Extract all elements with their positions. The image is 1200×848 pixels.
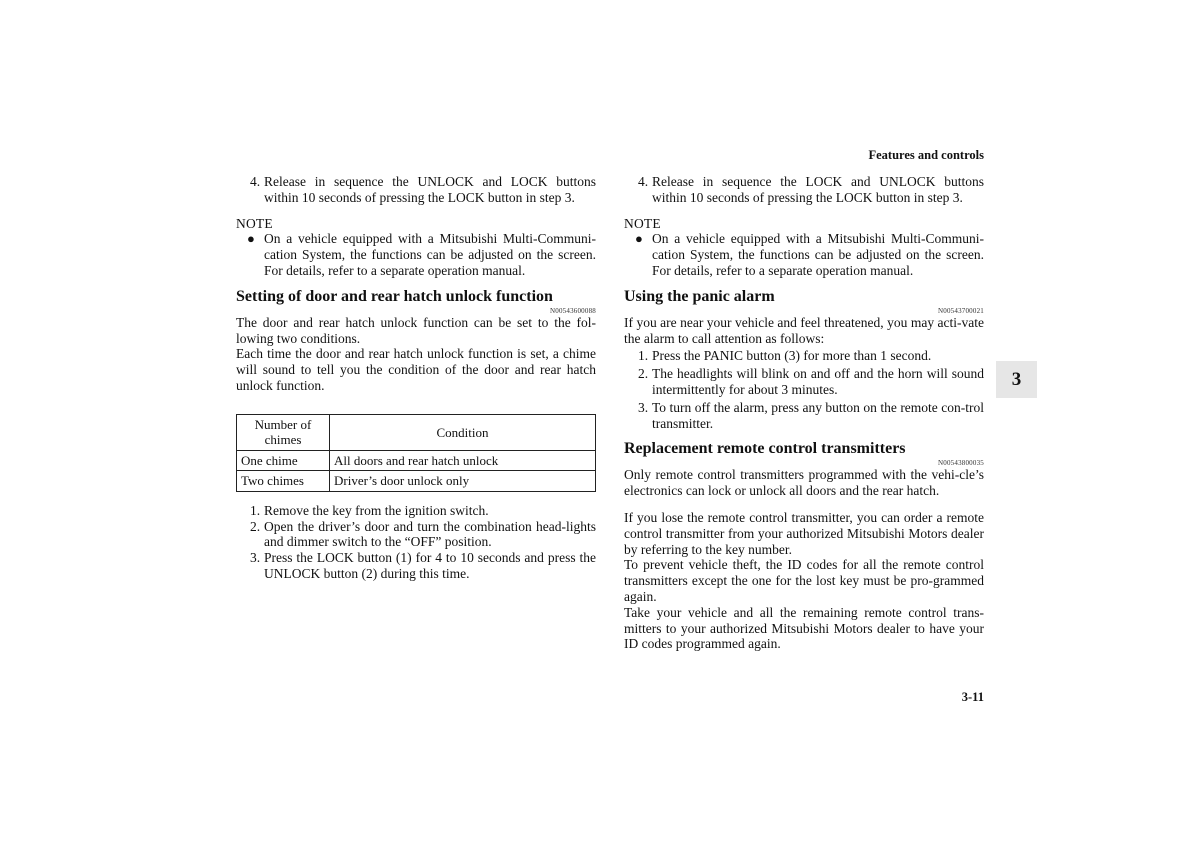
step-item	[236, 550, 596, 582]
table-cell: Driver’s door unlock only	[330, 471, 596, 492]
table-cell: Two chimes	[237, 471, 330, 492]
note-label: NOTE	[624, 215, 661, 231]
step-item	[624, 174, 984, 206]
section-heading: Using the panic alarm	[624, 287, 775, 305]
table-cell: One chime	[237, 450, 330, 471]
step-number: 4.	[638, 174, 649, 189]
paragraph: If you are near your vehicle and feel threatened, you may acti-vate the alarm to call attention as follows:	[624, 314, 984, 346]
step-number: 1.	[250, 502, 261, 518]
paragraph: Each time the door and rear hatch unlock function is set, a chime will sound to tell you the condition of the door and rear hatch unlock function.	[236, 346, 596, 393]
step-item	[624, 366, 984, 398]
step-number: 3.	[250, 550, 261, 566]
step-text: The headlights will blink on and off and the horn will sound intermittently for about 3 minutes.	[652, 366, 984, 397]
step-item	[236, 174, 596, 206]
step-item	[624, 400, 984, 432]
chime-table	[236, 414, 596, 492]
section-heading: Setting of door and rear hatch unlock function	[236, 287, 553, 305]
step-item	[236, 519, 596, 551]
table-row	[237, 450, 596, 471]
chapter-tab: 3	[996, 361, 1037, 398]
note-text: On a vehicle equipped with a Mitsubishi Multi-Communi-cation System, the functions can be adjusted on the screen. For details, refer to a separate operation manual.	[264, 231, 596, 278]
bullet-icon: ●	[635, 231, 643, 247]
paragraph: Only remote control transmitters programmed with the vehi-cle’s electronics can lock or unlock all doors and the rear hatch.	[624, 467, 984, 499]
step-text: Press the LOCK button (1) for 4 to 10 seconds and press the UNLOCK button (2) during this time.	[264, 550, 596, 581]
doc-code: N00543700021	[938, 306, 984, 315]
step-item	[236, 503, 596, 519]
paragraph: The door and rear hatch unlock function can be set to the fol-lowing two conditions.	[236, 314, 596, 346]
section-header: Features and controls	[868, 148, 984, 162]
paragraph: If you lose the remote control transmitter, you can order a remote control transmitter from your authorized Mitsubishi Motors dealer by referring to the key number.	[624, 509, 984, 557]
step-text: Release in sequence the UNLOCK and LOCK buttons within 10 seconds of pressing the LOCK button in step 3.	[264, 174, 596, 205]
step-number: 3.	[638, 399, 649, 415]
step-number: 1.	[638, 348, 649, 364]
note-text: On a vehicle equipped with a Mitsubishi Multi-Communi-cation System, the functions can be adjusted on the screen. For details, refer to a separate operation manual.	[652, 231, 984, 278]
step-text: Remove the key from the ignition switch.	[264, 502, 489, 518]
step-number: 2.	[638, 366, 649, 382]
step-text: Press the PANIC button (3) for more than 1 second.	[652, 348, 932, 364]
paragraph: To prevent vehicle theft, the ID codes for all the remote control transmitters except the one for the lost key must be pro-grammed again.	[624, 557, 984, 604]
left-column	[236, 174, 596, 582]
step-item	[624, 348, 984, 364]
table-cell: All doors and rear hatch unlock	[330, 450, 596, 471]
step-text: To turn off the alarm, press any button on the remote con-trol transmitter.	[652, 399, 984, 431]
doc-code: N00543800035	[938, 459, 984, 468]
table-header: Number of chimes	[237, 414, 330, 450]
section-heading: Replacement remote control transmitters	[624, 440, 906, 458]
table-header: Condition	[330, 414, 596, 450]
table-row	[237, 471, 596, 492]
step-number: 4.	[250, 174, 261, 189]
right-column	[624, 174, 984, 652]
step-number: 2.	[250, 518, 261, 534]
note-block	[624, 216, 984, 279]
step-text: Release in sequence the LOCK and UNLOCK buttons within 10 seconds of pressing the LOCK button in step 3.	[652, 174, 984, 205]
note-block	[236, 216, 596, 279]
bullet-icon: ●	[247, 231, 255, 247]
note-label: NOTE	[236, 215, 273, 231]
step-text: Open the driver’s door and turn the combination head-lights and dimmer switch to the “OFF” position.	[264, 518, 596, 550]
doc-code: N00543600088	[550, 306, 596, 315]
page-number: 3-11	[961, 690, 984, 704]
paragraph: Take your vehicle and all the remaining remote control trans-mitters to your authorized Mitsubishi Motors dealer to have your ID codes programmed again.	[624, 604, 984, 652]
table-header-row	[237, 414, 596, 450]
